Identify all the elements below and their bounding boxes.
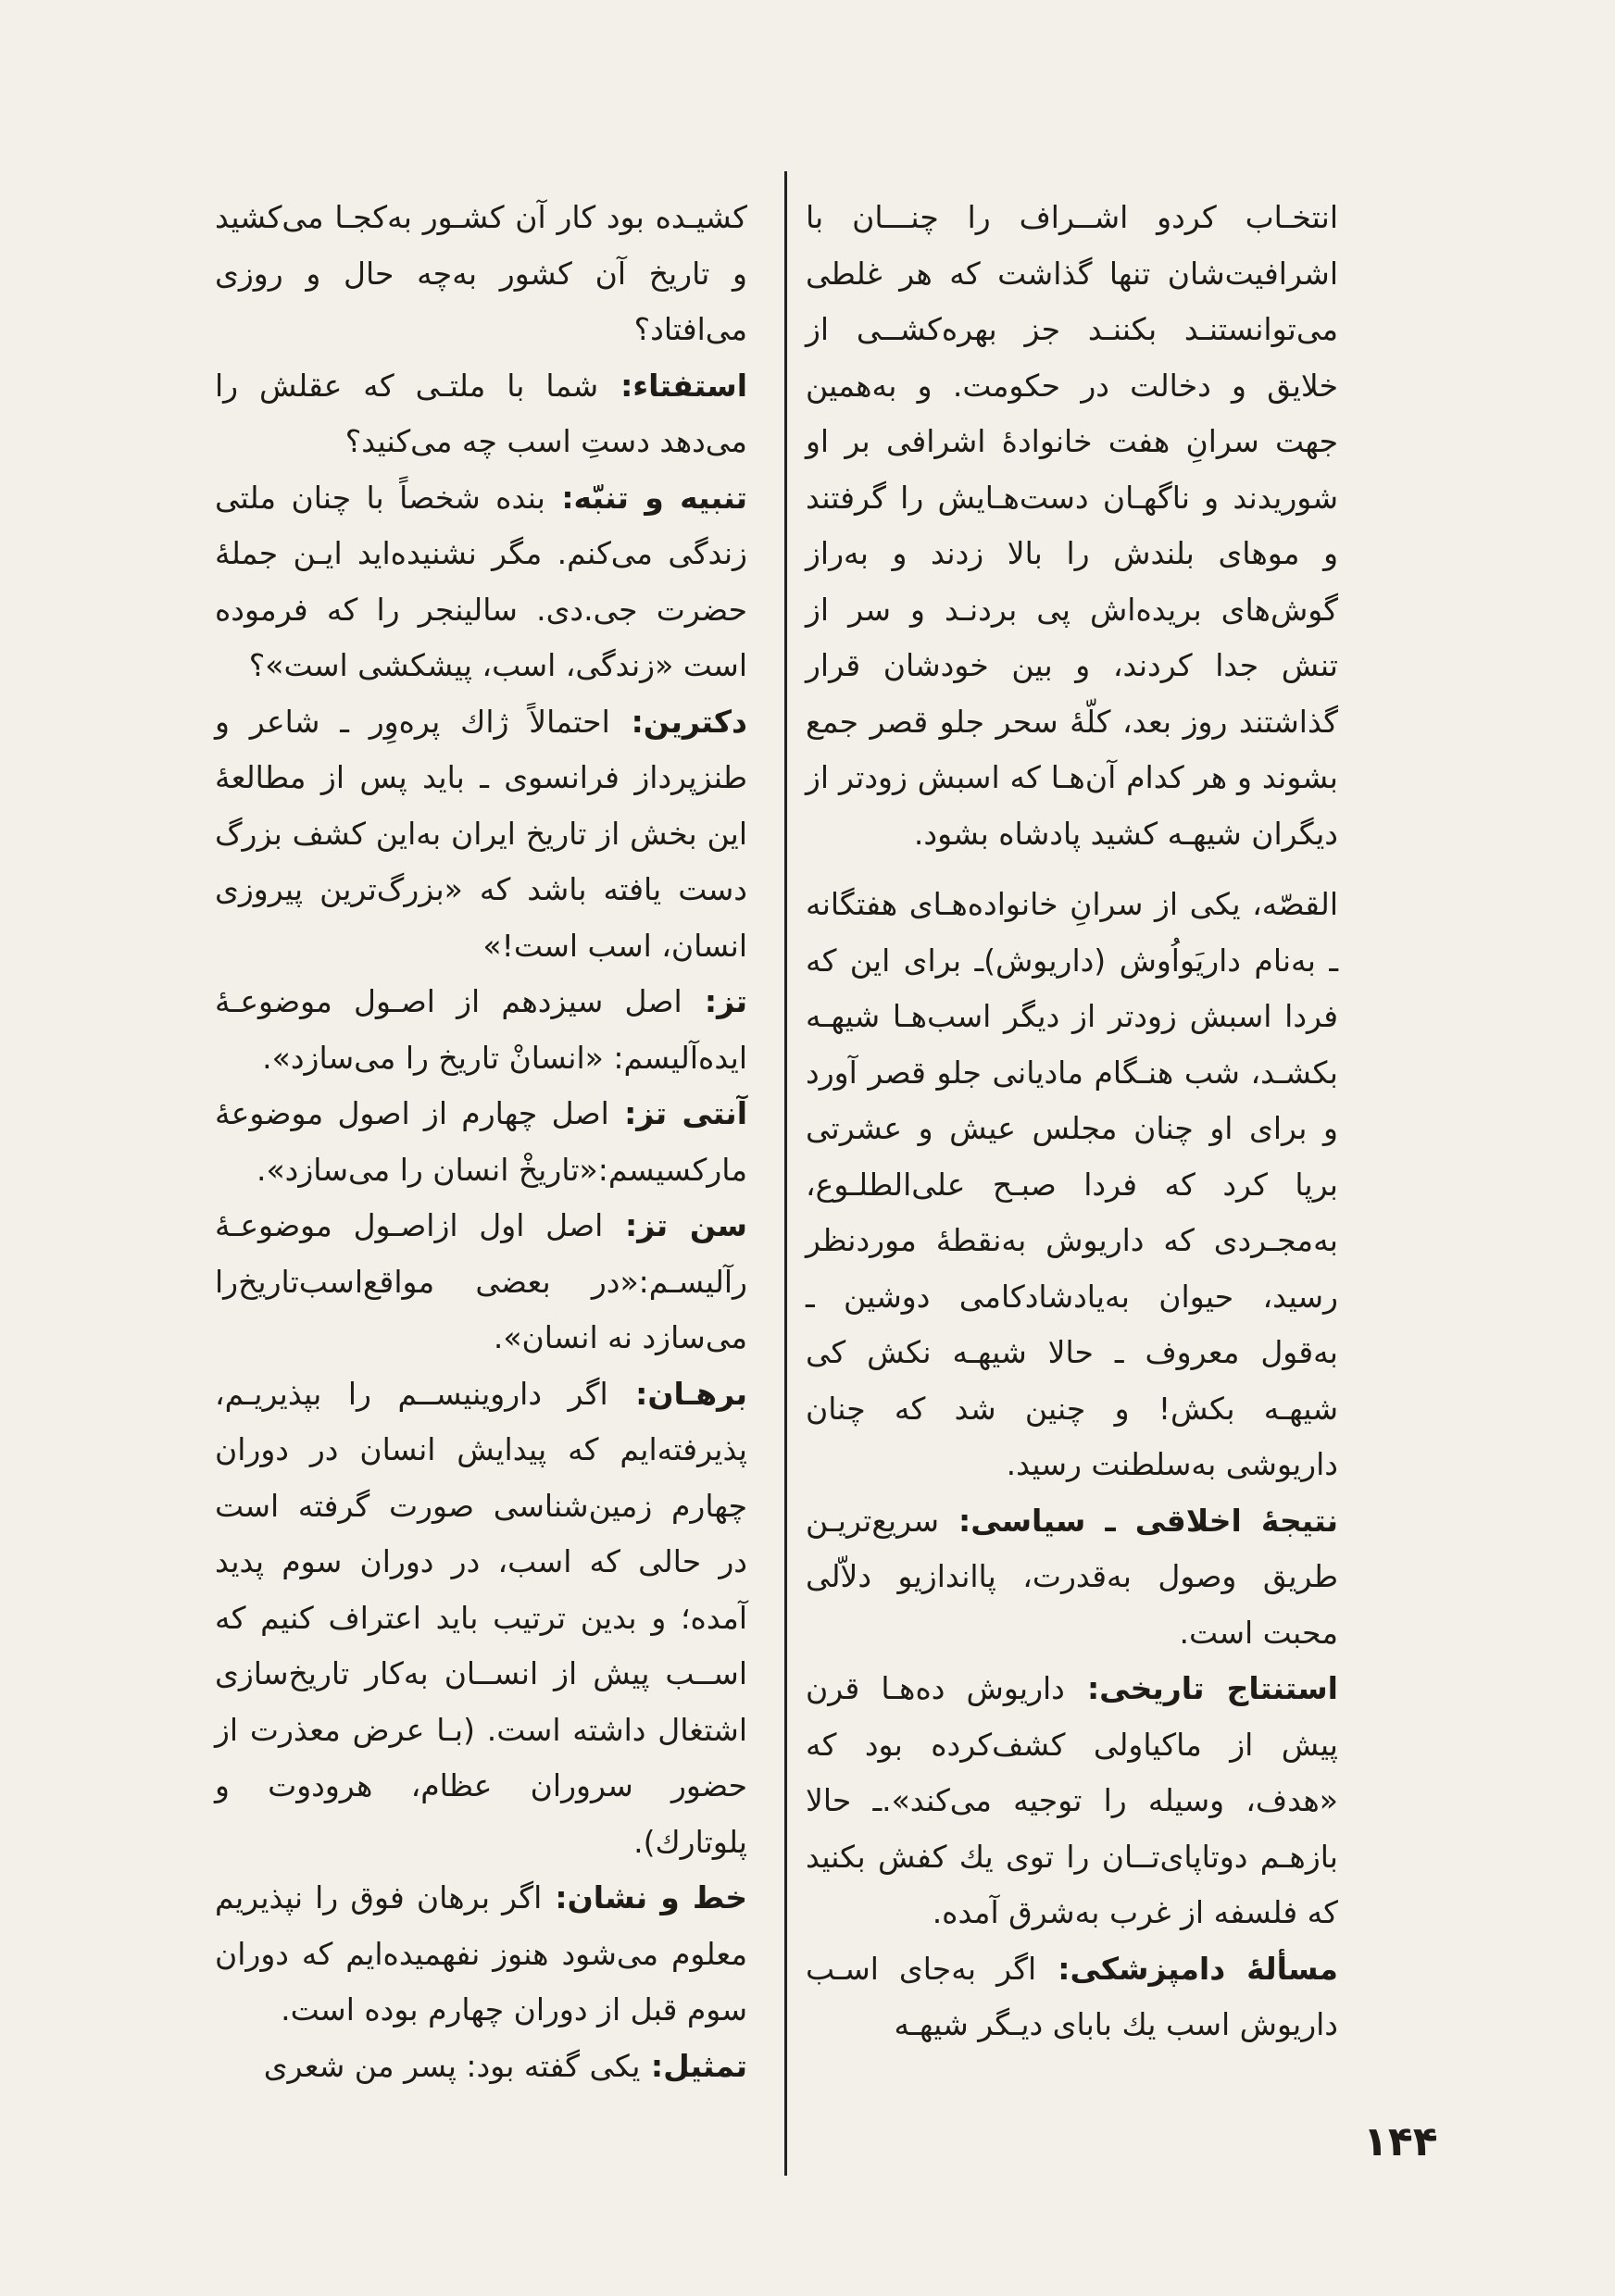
paragraph: [806, 1661, 1338, 1941]
paragraph-text: اصل چهارم از اصول موضوعهٔ مارکسیسم:«تاریخْ انسان را می‌سازد».: [215, 1095, 747, 1188]
paragraph-term: تمثیل:: [640, 2047, 747, 2084]
paragraph-text: داریوش ده‌هـا قرن پیش از ماکیاولی کشف‌کرده بود که «هدف، وسیله را توجیه می‌کند».ـ حالا بازهـم دوتاپای‌تــان را توی یك کفش بکنید که فلسفه از غرب به‌شرق آمده.: [806, 1670, 1338, 1930]
paragraph-text: شما با ملتـی که عقلش را می‌دهد دستِ اسب چه می‌کنید؟: [215, 367, 747, 459]
paragraph: [806, 1493, 1338, 1662]
paragraph: [215, 974, 747, 1086]
paragraph: [215, 694, 747, 975]
paragraph-term: استنتاج تاریخی:: [1064, 1670, 1338, 1706]
paragraph-term: مسألهٔ دامپزشکی:: [1036, 1950, 1338, 1987]
paragraph: [215, 1870, 747, 2039]
paragraph-text: سریع‌تریـن طریق وصول به‌قدرت، پااندازیو دلاّلی محبت است.: [806, 1502, 1338, 1651]
paragraph-text: احتمالاً ژاك پره‌وِر ـ شاعر و طنزپرداز فرانسوی ـ باید پس از مطالعهٔ این بخش از تاریخ ایران به‌این کشف بزرگ دست یافته باشد که «بزرگ‌ترین پیروزی انسان، اسب است!»: [215, 703, 747, 964]
paragraph-text: کشیـده بود کار آن کشـور به‌کجـا می‌کشید و تاریخ آن کشور به‌چه حال و روزی می‌افتاد؟: [215, 199, 747, 347]
paragraph-term: تنبیه و تنبّه:: [545, 479, 747, 516]
paragraph-text: بنده شخصاً با چنان ملتی زندگی می‌کنم. مگر نشنیده‌اید ایـن جملهٔ حضرت جی.دی. سالینجر را که فرموده است «زندگی، اسب، پیشکشی است»؟: [215, 479, 747, 683]
paragraph-text: اصل سیزدهم از اصـول موضوعـهٔ ایده‌آلیسم: «انسانْ تاریخ را می‌سازد».: [215, 983, 747, 1076]
paragraph-term: تز:: [682, 983, 747, 1019]
paragraph-text: انتخـاب کردو اشــراف را چنـــان با اشرافیت‌شان تنها گذاشت که هر غلطی می‌توانستنـد بکننـد جز بهره‌کشــی از خلایق و دخالت در حکومت. و به‌همین جهت سرانِ هفت خانوادهٔ اشرافی بر او شوریدند و ناگهـان دست‌هـایش را گرفتند و موهای بلندش را بالا زدند و به‌راز گوش‌های بریده‌اش پی بردنـد و سر از تنش جدا کردند، و بین خودشان قرار گذاشتند روز بعد، کلّهٔ سحر جلو قصر جمع بشوند و هر کدام آن‌هـا که اسبش زودتر از دیگران شیهـه کشید پادشاه بشود.: [806, 199, 1338, 852]
paragraph: [215, 358, 747, 470]
paragraph: [806, 877, 1338, 1493]
paragraph: [215, 190, 747, 358]
paragraph-term: خط و نشان:: [542, 1879, 748, 1915]
paragraph: [806, 1941, 1338, 2053]
paragraph-term: آنتی تز:: [608, 1095, 748, 1131]
paragraph-term: سن تز:: [603, 1207, 747, 1243]
paragraph: [806, 190, 1338, 862]
page-number: ۱۴۴: [1363, 2118, 1438, 2165]
left-text-column: [215, 190, 747, 2094]
column-divider: [784, 171, 787, 2176]
paragraph: [215, 2039, 747, 2095]
paragraph-text: اگر به‌جای اسـب داریوش اسب یك بابای دیـگر شیهـه: [806, 1950, 1338, 2042]
paragraph-text: اگر داروینیســم را بپذیریـم، پذیرفته‌ایم که پیدایش انسان در دوران چهارم زمین‌شناسی صورت گرفته است در حالی که اسب، در دوران سوم پدید آمده؛ و بدین ترتیب باید اعتراف کنیم که اســب پیش از انســان به‌کار تاریخ‌سازی اشتغال داشته است. (بـا عرض معذرت از حضور سروران عظام، هرودوت و پلوتارك).: [215, 1375, 747, 1860]
paragraph-term: نتیجهٔ اخلاقی ـ سیاسی:: [938, 1502, 1338, 1539]
paragraph: [215, 1366, 747, 1871]
paragraph-term: دکترین:: [609, 703, 747, 740]
paragraph: [215, 1198, 747, 1366]
right-text-column: [806, 190, 1338, 2053]
paragraph: [215, 1086, 747, 1198]
paragraph-text: اگر برهان فوق را نپذیریم معلوم می‌شود هنوز نفهمیده‌ایم که دوران سوم قبل از دوران چهارم بوده است.: [215, 1879, 747, 2028]
paragraph-text: یکی گفته بود: پسر من شعری: [263, 2047, 641, 2084]
paragraph-text: القصّه، یکی از سرانِ خانواده‌هـای هفتگانه ـ به‌نام داریَواُوش (داریوش)ـ برای این که فردا اسبش زودتر از دیگر اسب‌هـا شیهـه بکشـد، شب هنـگام مادیانی جلو قصر آورد و برای او چنان مجلس عیش و عشرتی برپا کرد که فردا صبـح علی‌الطلـوع، به‌مجـردی که داریوش به‌نقطهٔ موردنظر رسید، حیوان به‌یادشادکامی دوشین ـ به‌قول معروف ـ حالا شیهـه نکش کی شیهـه بکش! و چنین شد که چنان داریوشی به‌سلطنت رسید.: [806, 886, 1338, 1482]
paragraph-term: برهـان:: [607, 1375, 747, 1412]
paragraph: [215, 470, 747, 694]
paragraph-term: استفتاء:: [598, 367, 748, 404]
paragraph-text: اصل اول ازاصـول موضوعـهٔ رآلیسـم:«در بعضی مواقع‌اسب‌تاریخ‌را می‌سازد نه انسان».: [215, 1207, 747, 1355]
